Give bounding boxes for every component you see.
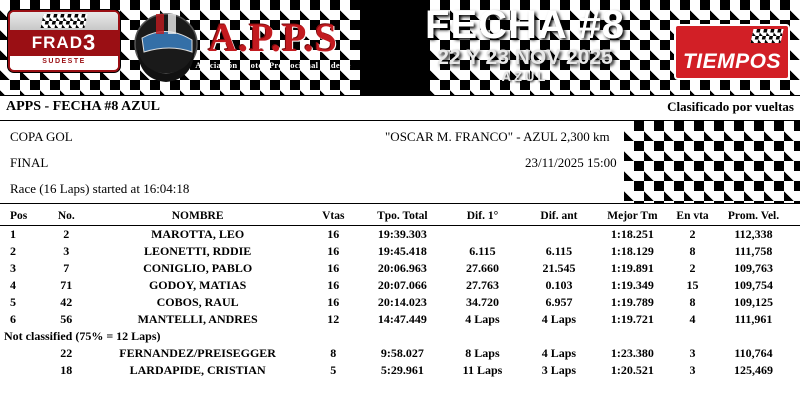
cell-vtas: 16 [327,244,340,258]
frad3-logo [8,10,120,72]
report-titlebar [0,95,800,121]
cell-name: CONIGLIO, PABLO [143,261,253,275]
cell-dif-prev: 0.103 [545,278,573,292]
col-header-best-time: Mejor Tm [597,208,668,226]
frad3-logo-top [10,12,118,30]
cell-on-lap: 2 [689,261,696,275]
cell-pos [0,345,43,362]
cell-no: 2 [63,227,70,241]
event-banner [0,0,800,95]
not-classified-label: Not classified (75% = 12 Laps) [4,329,161,343]
cell-avg-speed: 110,764 [734,346,773,360]
table-row [0,311,800,328]
cell-dif-first [444,226,521,244]
col-header-total-time: Tpo. Total [361,208,444,226]
cell-pos: 6 [10,312,16,326]
results-table [0,208,800,379]
cell-dif-prev: 4 Laps [541,346,577,360]
cell-total-time: 20:07.066 [377,278,427,292]
cell-no: 42 [60,295,73,309]
event-title: FECHA #8 [425,3,625,47]
tiempos-label: TIEMPOS [682,50,781,73]
cell-no: 22 [60,346,73,360]
cell-dif-first: 34.720 [465,295,499,309]
cell-name: GODOY, MATIAS [148,278,247,292]
cell-dif-prev [521,226,597,244]
cell-dif-first: 27.660 [465,261,499,275]
frad3-logo-brand [10,30,118,56]
cell-total-time: 19:39.303 [377,227,427,241]
cell-dif-prev: 21.545 [542,261,576,275]
frad3-logo-region: SUDESTE [10,56,118,68]
cell-total-time: 14:47.449 [377,312,427,326]
apps-logo [188,15,358,70]
cell-no: 3 [63,244,70,258]
cell-avg-speed: 109,125 [734,295,774,309]
cell-on-lap: 4 [689,312,696,326]
cell-total-time: 20:06.963 [377,261,427,275]
cell-dif-first: 11 Laps [462,363,503,377]
cell-pos: 3 [10,261,16,275]
cell-vtas: 12 [327,312,340,326]
cell-dif-prev: 4 Laps [541,312,577,326]
category-label: COPA GOL [10,129,73,144]
cell-on-lap: 8 [689,244,696,258]
table-row [0,226,800,244]
apps-subtitle: Asociación Pilotos Promocional Sudeste [195,60,351,70]
cell-avg-speed: 125,469 [734,363,774,377]
cell-on-lap: 3 [689,363,696,377]
cell-best-time: 1:23.380 [610,346,654,360]
checkered-flag-icon [41,14,88,28]
cell-best-time: 1:20.521 [610,363,654,377]
cell-dif-prev: 6.957 [545,295,573,309]
results-table-head [0,208,800,226]
results-section [0,204,800,379]
checkered-flag-icon [751,29,784,43]
cell-avg-speed: 111,758 [734,244,773,258]
table-row [0,362,800,379]
event-info-panel [0,121,800,204]
cell-no: 18 [60,363,73,377]
cell-vtas: 16 [327,278,340,292]
table-row [0,277,800,294]
results-table-body [0,226,800,380]
cell-name: MAROTTA, LEO [151,227,245,241]
cell-total-time: 5:29.961 [380,363,424,377]
event-title-block [390,4,660,84]
cell-vtas: 16 [327,261,340,275]
not-classified-heading-row [0,328,800,345]
cell-vtas: 16 [327,227,340,241]
cell-vtas: 16 [327,295,340,309]
checkered-flag-decoration [624,121,800,203]
col-header-avg-speed: Prom. Vel. [717,208,800,226]
cell-vtas: 5 [330,363,337,377]
session-label: FINAL [10,155,49,170]
cell-total-time: 19:45.418 [377,244,427,258]
cell-pos: 5 [10,295,16,309]
cell-best-time: 1:19.891 [610,261,654,275]
col-header-dif-first: Dif. 1° [444,208,521,226]
cell-on-lap: 2 [689,227,696,241]
cell-avg-speed: 109,754 [734,278,774,292]
frad3-brand-numeral: 3 [82,30,97,55]
col-header-dif-prev: Dif. ant [521,208,597,226]
cell-avg-speed: 111,961 [734,312,773,326]
cell-no: 56 [60,312,73,326]
cell-avg-speed: 109,763 [734,261,774,275]
cell-best-time: 1:18.129 [610,244,654,258]
cell-dif-first: 8 Laps [465,346,500,360]
cell-on-lap: 15 [686,278,699,292]
tiempos-logo [674,24,790,80]
cell-no: 7 [63,261,70,275]
cell-pos: 4 [10,278,16,292]
col-header-on-lap: En vta [668,208,717,226]
cell-total-time: 9:58.027 [380,346,424,360]
track-label: "OSCAR M. FRANCO" - AZUL 2,300 km [385,129,610,144]
cell-on-lap: 8 [689,295,696,309]
table-row [0,243,800,260]
cell-on-lap: 3 [689,346,696,360]
cell-name: COBOS, RAUL [156,295,239,309]
table-row [0,345,800,362]
cell-dif-prev: 6.115 [545,244,573,258]
cell-dif-first: 4 Laps [465,312,500,326]
cell-name: FERNANDEZ/PREISEGGER [119,346,276,360]
cell-pos [0,362,43,379]
event-dates: 22 Y 23 NOV 2025 [437,46,613,69]
cell-dif-first: 6.115 [469,244,496,258]
cell-dif-prev: 3 Laps [541,363,577,377]
col-header-name: NOMBRE [90,208,306,226]
frad3-brand-text: FRAD [31,33,83,52]
cell-name: LARDAPIDE, CRISTIAN [129,363,266,377]
classification-note: Clasificado por vueltas [667,99,794,114]
col-header-vtas: Vtas [306,208,361,226]
table-row [0,260,800,277]
cell-total-time: 20:14.023 [377,295,427,309]
cell-best-time: 1:18.251 [610,227,654,241]
cell-pos: 1 [10,227,16,241]
apps-acronym: A.P.P.S [208,15,338,60]
cell-name: MANTELLI, ANDRES [137,312,258,326]
cell-dif-first: 27.763 [465,278,499,292]
cell-vtas: 8 [330,346,337,360]
report-title: APPS - FECHA #8 AZUL [6,99,161,114]
cell-no: 71 [60,278,73,292]
table-row [0,294,800,311]
event-city: AZUL [501,69,549,84]
session-datetime: 23/11/2025 15:00 [525,155,617,170]
cell-avg-speed: 112,338 [734,227,773,241]
col-header-no: No. [43,208,90,226]
race-start-note: Race (16 Laps) started at 16:04:18 [10,181,190,196]
cell-pos: 2 [10,244,16,258]
cell-best-time: 1:19.349 [610,278,654,292]
cell-name: LEONETTI, RDDIE [143,244,252,258]
col-header-pos: Pos [0,208,43,226]
cell-best-time: 1:19.721 [610,312,654,326]
results-header-row [0,208,800,226]
cell-best-time: 1:19.789 [610,295,654,309]
